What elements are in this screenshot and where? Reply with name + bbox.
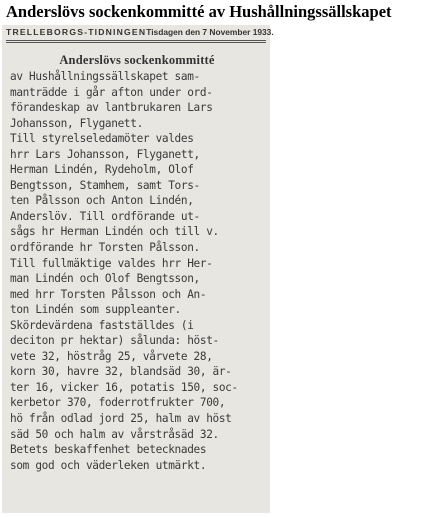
article-text-line: hrr Lars Johansson, Flyganett, <box>10 147 200 161</box>
article-text-line: manträdde i går afton under ord- <box>10 85 213 99</box>
article-text-line: ordförande hr Torsten Pålsson. <box>10 241 200 255</box>
article-text-line: hö från odlad jord 25, halm av höst <box>10 412 232 426</box>
article-text-line: av Hushållningssällskapet sam- <box>10 70 200 83</box>
article-body <box>10 69 264 473</box>
article <box>10 49 264 473</box>
masthead-rule <box>6 40 266 41</box>
article-text-line: Herman Lindén, Rydeholm, Olof <box>10 163 194 177</box>
article-text-line: Anderslöv. Till ordförande ut- <box>10 209 200 223</box>
article-text-line: Till fullmäktige valdes hrr Her- <box>10 256 213 270</box>
publication-date: Tisdagen den 7 November 1933. <box>146 27 274 37</box>
newspaper-clipping <box>2 25 274 513</box>
page-title: Anderslövs sockenkommitté av Hushållningssällskapet <box>6 2 392 21</box>
masthead <box>6 27 274 37</box>
article-text-line: som god och väderleken utmärkt. <box>10 458 207 472</box>
article-text-line: Skördevärdena fastställdes (i <box>10 318 194 332</box>
article-text-line: förandeskap av lantbrukaren Lars <box>10 101 213 115</box>
article-text-line: sågs hr Herman Lindén och till v. <box>10 225 219 239</box>
article-text-line: vete 32, höstråg 25, vårvete 28, <box>10 349 213 363</box>
article-text-line: kerbetor 370, foderrotfrukter 700, <box>10 396 226 410</box>
article-text-line: med hrr Torsten Pålsson och An- <box>10 287 207 301</box>
article-text-line: deciton pr hektar) sålunda: höst- <box>10 334 219 348</box>
article-text-line: ter 16, vicker 16, potatis 150, soc- <box>10 380 238 394</box>
masthead-rule <box>6 42 266 43</box>
newspaper-name: TRELLEBORGS-TIDNINGEN <box>6 27 147 37</box>
article-text-line: Till styrelseledamöter valdes <box>10 132 194 146</box>
article-text-line: säd 50 och halm av vårstråsäd 32. <box>10 427 219 441</box>
article-text-line: man Lindén och Olof Bengtsson, <box>10 272 200 286</box>
article-text-line: Johansson, Flyganett. <box>10 116 143 130</box>
article-text-line: ten Pålsson och Anton Lindén, <box>10 194 194 208</box>
article-headline: Anderslövs sockenkommitté <box>59 53 215 67</box>
article-text-line: korn 30, havre 32, blandsäd 30, är- <box>10 365 232 379</box>
article-text-line: ton Lindén som suppleanter. <box>10 303 181 317</box>
article-text-line: Betets beskaffenhet betecknades <box>10 443 207 457</box>
article-text-line: Bengtsson, Stamhem, samt Tors- <box>10 178 200 192</box>
